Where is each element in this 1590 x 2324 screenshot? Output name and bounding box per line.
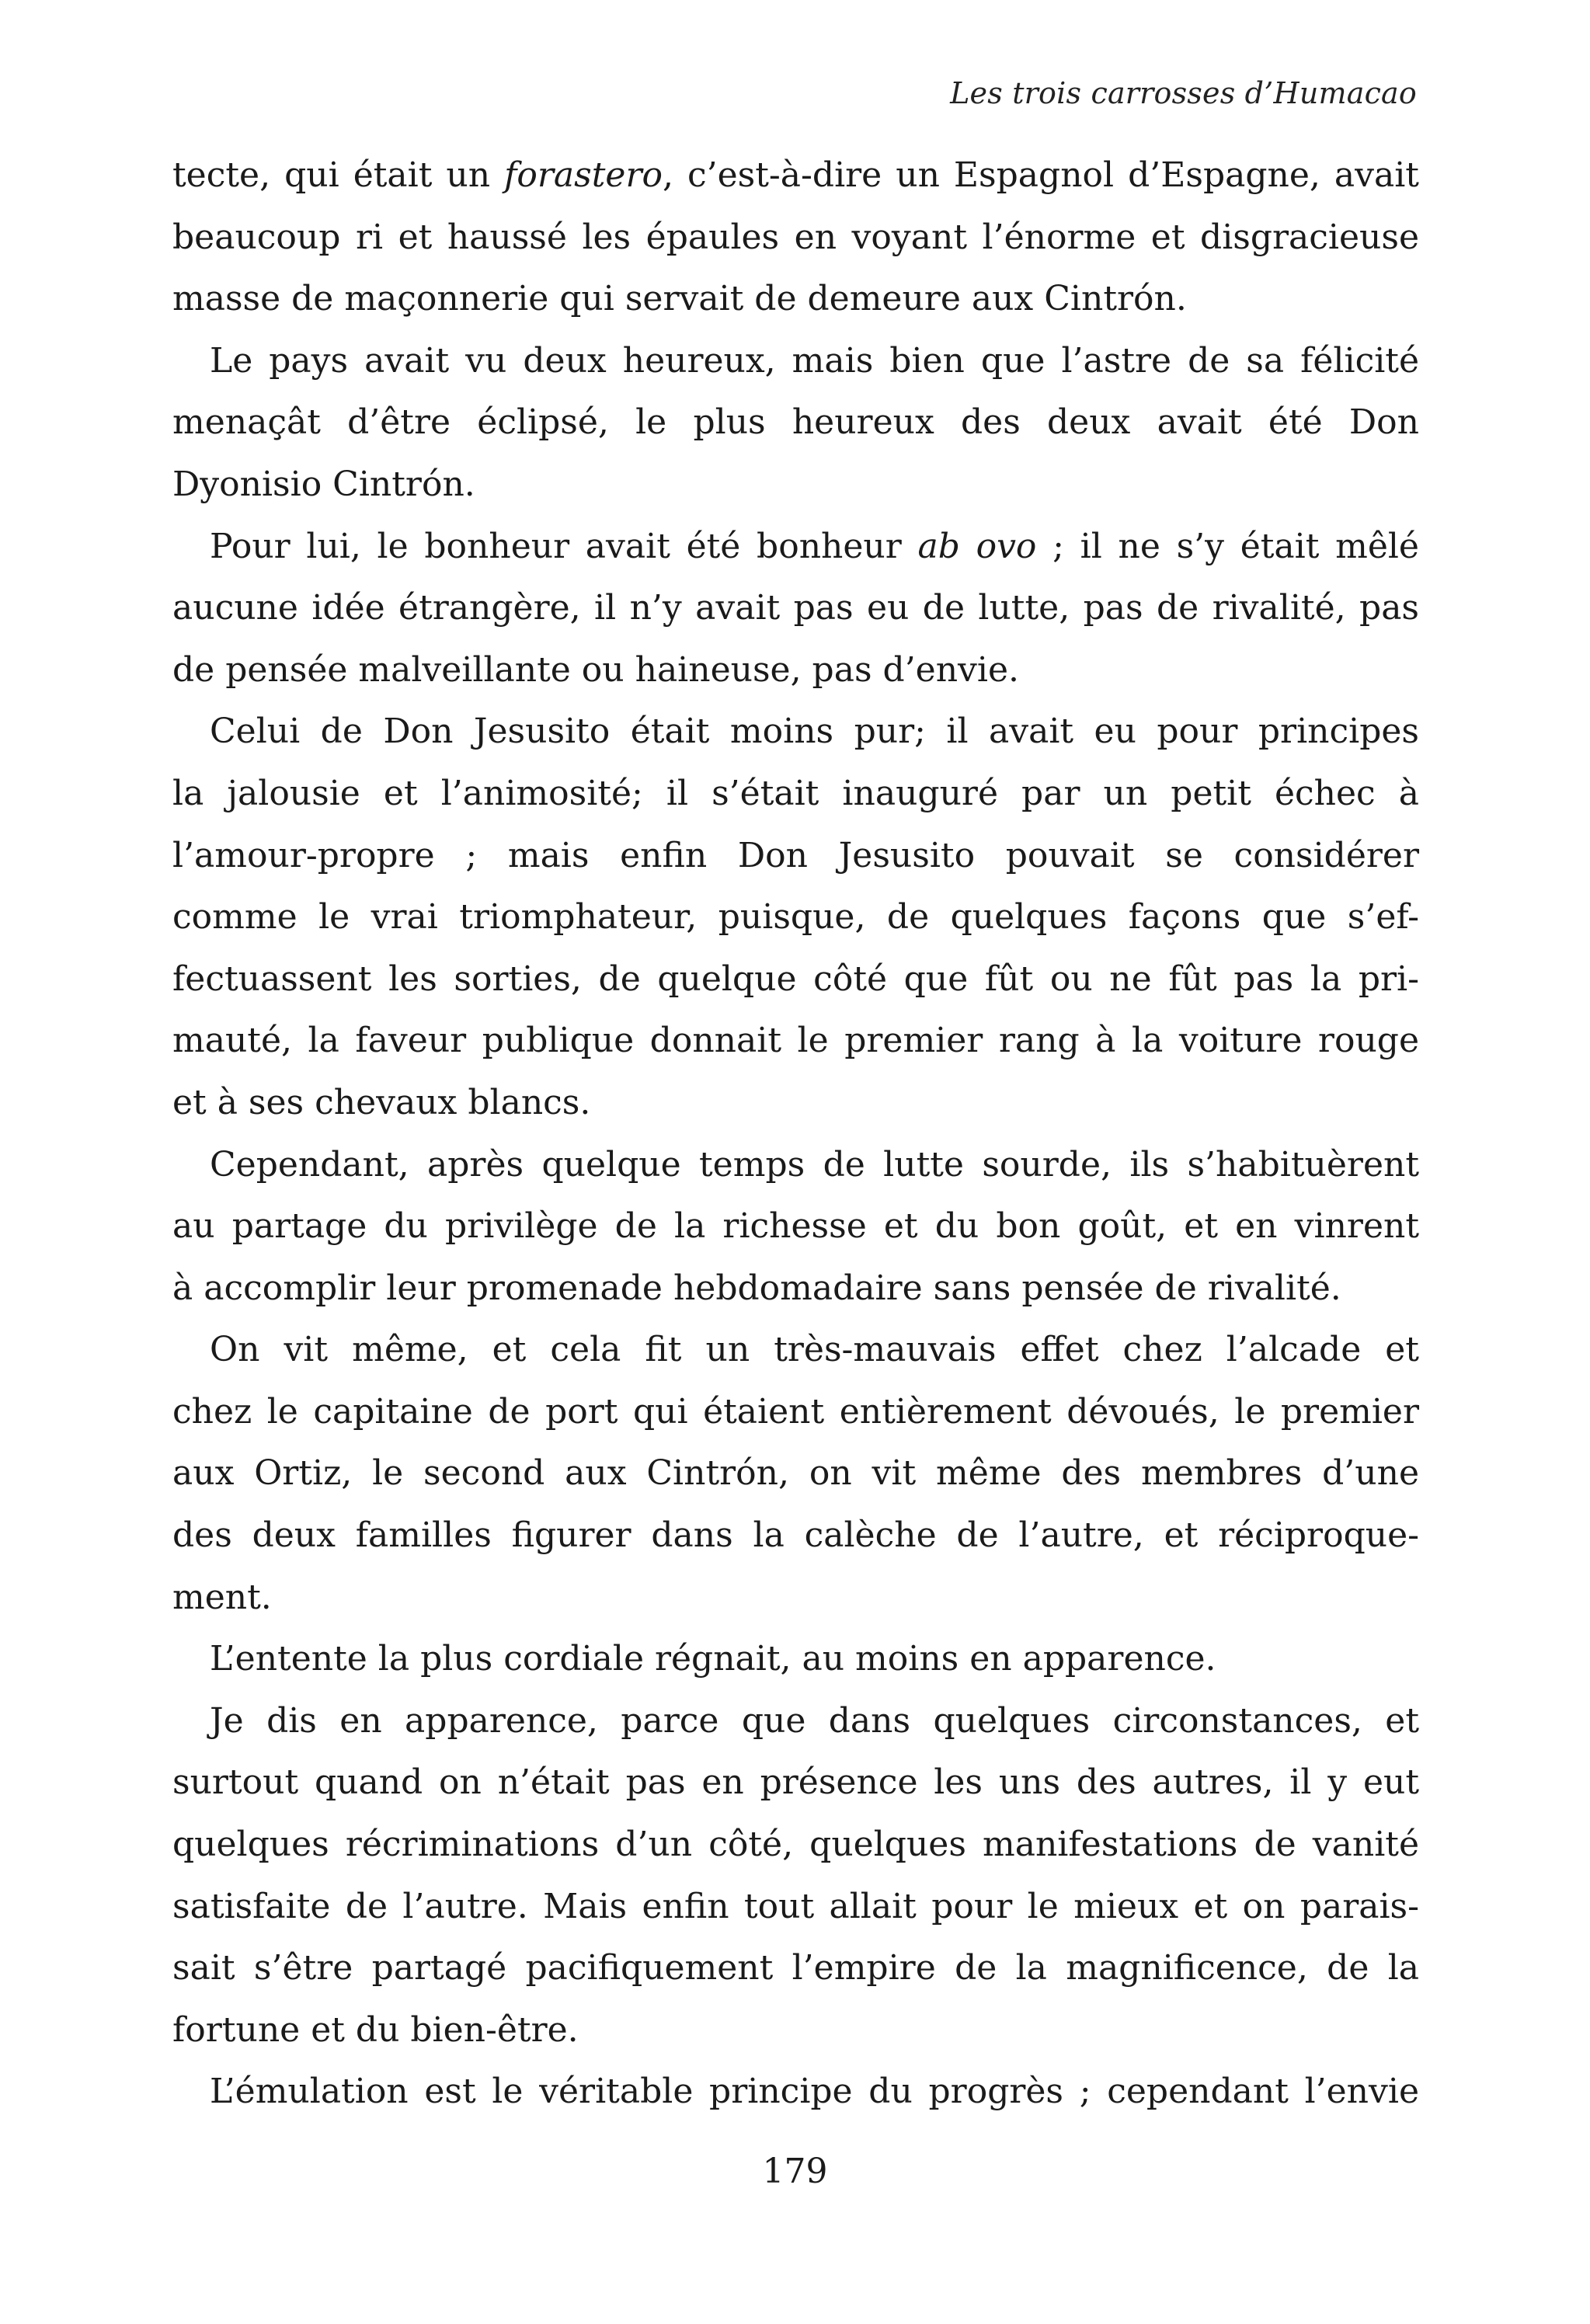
text-line: de pensée malveillante ou haineuse, pas d’envie. [172,649,1020,690]
text-line: aux Ortiz, le second aux Cintrón, on vit même des membres d’une [172,1453,1419,1494]
paragraph [172,1628,1419,1690]
text-line: L’entente la plus cordiale régnait, au moins en apparence. [210,1639,1216,1679]
italic-term: ab ovo [917,526,1037,566]
running-head: Les trois carrosses d’Humacao [950,76,1417,110]
text-line: mauté, la faveur publique donnait le premier rang à la voiture rouge [172,1021,1419,1061]
text-line: la jalousie et l’animosité; il s’était inauguré par un petit échec à [172,773,1419,813]
text-line: au partage du privilège de la richesse et du bon goût, et en vinrent [172,1206,1419,1247]
text-line: beaucoup ri et haussé les épaules en voyant l’énorme et disgracieuse [172,217,1419,257]
text-line: ment. [172,1577,272,1617]
text-line: et à ses chevaux blancs. [172,1082,591,1122]
paragraph [172,1134,1419,1320]
body-text [172,144,1419,2123]
text-line: aucune idée étrangère, il n’y avait pas eu de lutte, pas de rivalité, pas [172,588,1419,628]
paragraph [172,330,1419,516]
text-line: On vit même, et cela fit un très-mauvais effet chez l’alcade et [210,1330,1419,1370]
text-line: masse de maçonnerie qui servait de demeure aux Cintrón. [172,279,1187,319]
paragraph [172,1690,1419,2061]
text-line: tecte, qui était un forastero, c’est-à-dire un Espagnol d’Espagne, avait [172,155,1419,195]
text-line: surtout quand on n’était pas en présence les uns des autres, il y eut [172,1762,1419,1803]
text-line: Pour lui, le bonheur avait été bonheur ab ovo ; il ne s’y était mêlé [210,526,1419,566]
paragraph [172,2061,1419,2123]
text-line: satisfaite de l’autre. Mais enfin tout allait pour le mieux et on parais- [172,1886,1419,1926]
text-line: Je dis en apparence, parce que dans quelques circonstances, et [210,1700,1419,1741]
paragraph [172,516,1419,701]
text-line: à accomplir leur promenade hebdomadaire sans pensée de rivalité. [172,1268,1341,1308]
text-line: menaçât d’être éclipsé, le plus heureux des deux avait été Don [172,402,1419,443]
text-line: comme le vrai triomphateur, puisque, de quelques façons que s’ef- [172,897,1419,938]
text-line: Cependant, après quelque temps de lutte sourde, ils s’habituèrent [210,1144,1419,1185]
text-line: Dyonisio Cintrón. [172,464,475,504]
paragraph [172,144,1419,330]
text-line: fortune et du bien-être. [172,2009,579,2050]
text-line: Celui de Don Jesusito était moins pur; il avait eu pour principes [210,711,1419,752]
text-line: des deux familles figurer dans la calèche de l’autre, et réciproque- [172,1515,1419,1556]
italic-term: forastero [504,155,663,195]
text-line: quelques récriminations d’un côté, quelques manifestations de vanité [172,1825,1419,1865]
text-line: chez le capitaine de port qui étaient entièrement dévoués, le premier [172,1391,1419,1432]
text-line: Le pays avait vu deux heureux, mais bien que l’astre de sa félicité [210,340,1419,381]
text-line: l’amour-propre ; mais enfin Don Jesusito pouvait se considérer [172,835,1419,875]
paragraph [172,1319,1419,1628]
paragraph [172,701,1419,1133]
text-line: sait s’être partagé pacifiquement l’empire de la magnificence, de la [172,1948,1419,1988]
page-number: 179 [762,2152,828,2191]
text-line: L’émulation est le véritable principe du progrès ; cependant l’envie [210,2072,1419,2112]
text-line: fectuassent les sorties, de quelque côté que fût ou ne fût pas la pri- [172,958,1419,999]
